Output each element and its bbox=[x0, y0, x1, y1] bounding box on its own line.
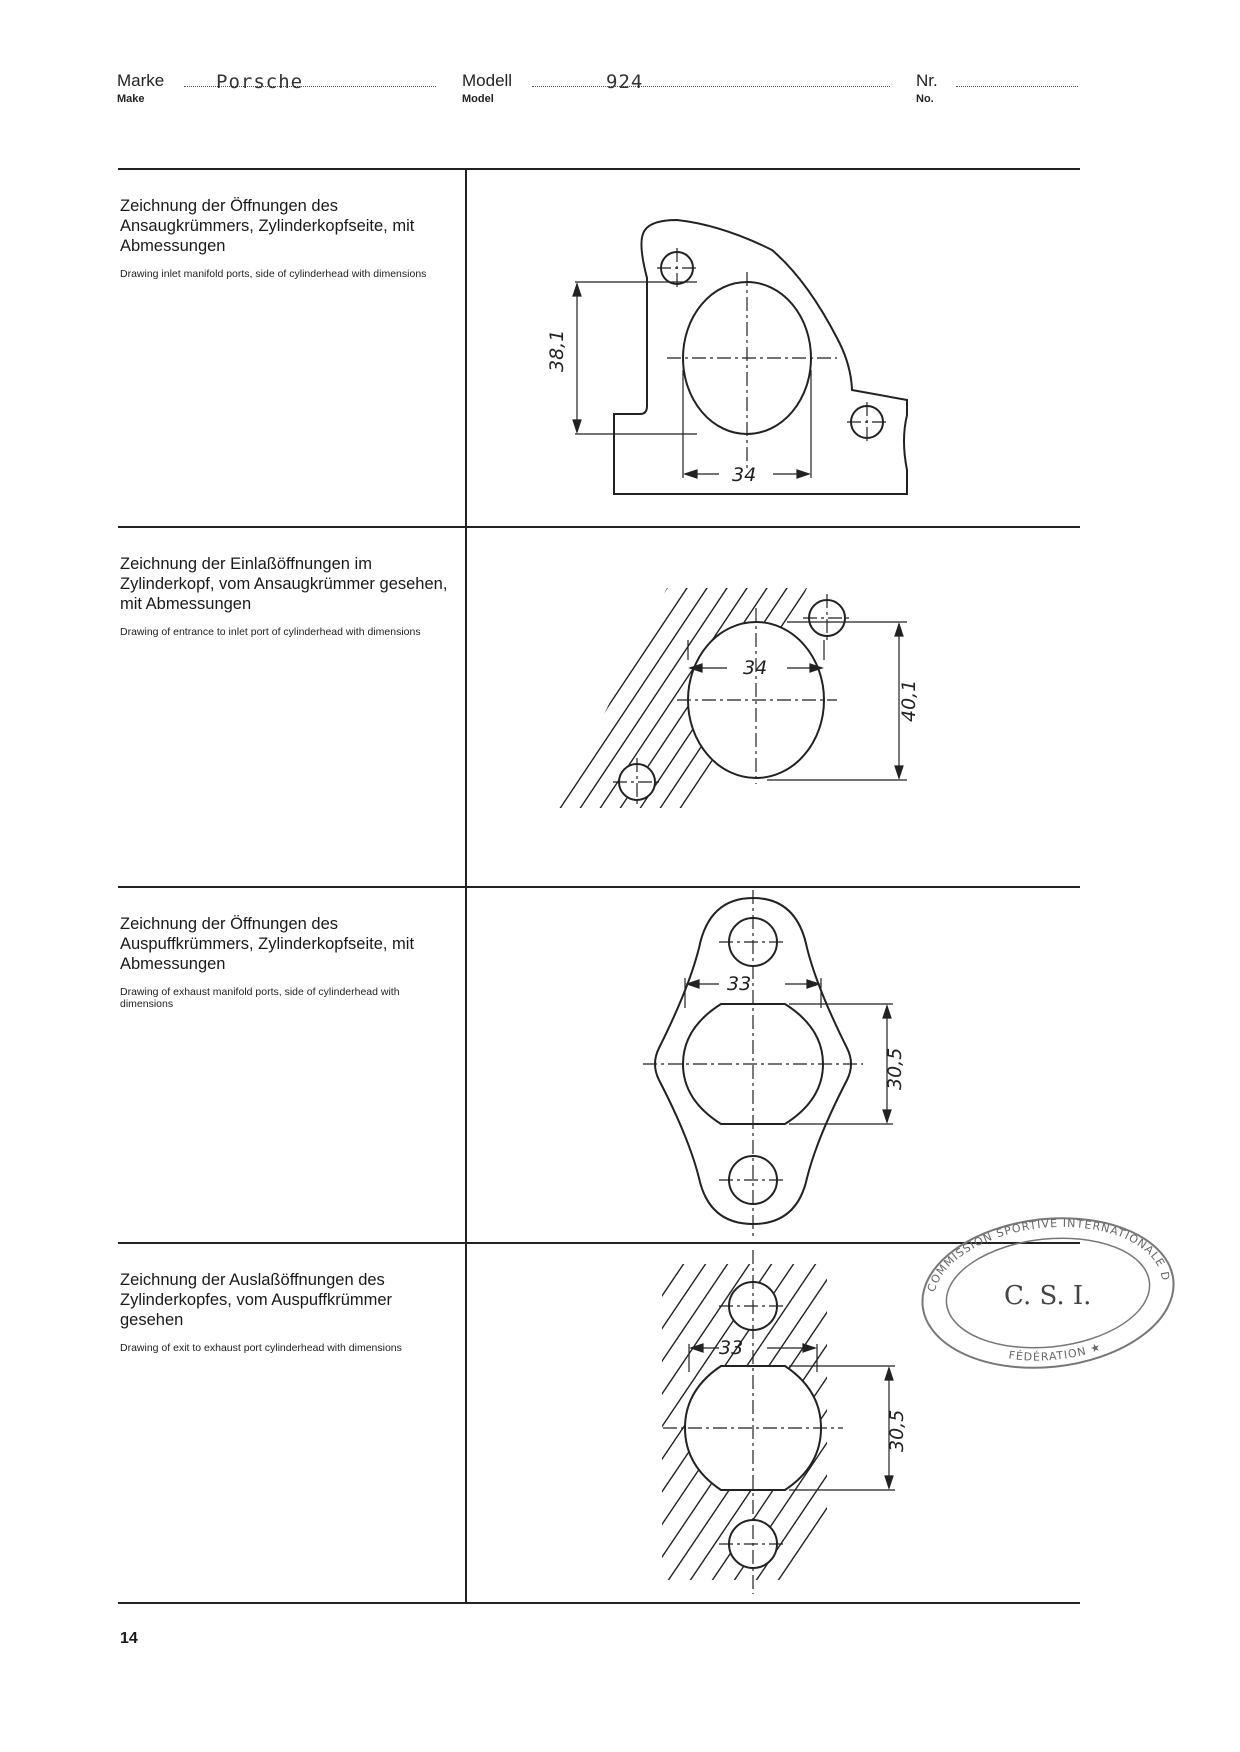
row-1-description bbox=[120, 196, 450, 280]
row-2-height-dimension: 40,1 bbox=[898, 679, 920, 722]
stamp-code: C. S. I. bbox=[1004, 1281, 1092, 1311]
nr-sub-label: No. bbox=[916, 93, 934, 105]
model-sub-label: Model bbox=[462, 93, 494, 105]
row-3-title-de: Zeichnung der Öffnungen des Auspuffkrümmers, Zylinderkopfseite, mit Abmessungen bbox=[120, 915, 415, 973]
row-3-height-dimension: 30,5 bbox=[884, 1047, 906, 1090]
page-number: 14 bbox=[120, 1630, 138, 1647]
model-dotted-line bbox=[532, 86, 890, 87]
row-2-drawing bbox=[467, 528, 1080, 884]
row-3-width-dimension: 33 bbox=[727, 973, 752, 995]
row-1-title-de: Zeichnung der Öffnungen des Ansaugkrümmers, Zylinderkopfseite, mit Abmessungen bbox=[120, 197, 415, 255]
row-2-description bbox=[120, 554, 450, 638]
row-4-title-en: Drawing of exit to exhaust port cylinderhead with dimensions bbox=[120, 1342, 402, 1354]
row-1-height-dimension: 38,1 bbox=[546, 329, 568, 372]
exhaust-manifold-port-drawing bbox=[467, 888, 1080, 1240]
row-3-title-en: Drawing of exhaust manifold ports, side of cylinderhead with dimensions bbox=[120, 986, 400, 1010]
csi-stamp bbox=[916, 1212, 1180, 1374]
row-2-title-en: Drawing of entrance to inlet port of cylinderhead with dimensions bbox=[120, 626, 421, 638]
model-value: 924 bbox=[606, 71, 644, 93]
row-4-title-de: Zeichnung der Auslaßöffnungen des Zylinderkopfes, vom Auspuffkrümmer gesehen bbox=[120, 1271, 393, 1329]
row-4-width-dimension: 33 bbox=[719, 1337, 744, 1359]
row-1-title-en: Drawing inlet manifold ports, side of cylinderhead with dimensions bbox=[120, 268, 427, 280]
row-4-height-dimension: 30,5 bbox=[886, 1409, 908, 1452]
make-label: Marke bbox=[117, 71, 165, 90]
nr-dotted-line bbox=[956, 86, 1078, 87]
row-3-drawing bbox=[467, 888, 1080, 1240]
row-1-width-dimension: 34 bbox=[732, 464, 757, 486]
inlet-manifold-port-drawing bbox=[467, 170, 1080, 524]
make-sub-label: Make bbox=[117, 93, 145, 105]
row-4-description bbox=[120, 1270, 450, 1354]
csi-stamp-graphic bbox=[916, 1212, 1180, 1374]
stamp-ring-bottom-text: FÉDÉRATION ★ bbox=[1007, 1340, 1103, 1364]
row-2-width-dimension: 34 bbox=[743, 657, 768, 679]
inlet-port-entrance-drawing bbox=[467, 528, 1080, 884]
nr-label: Nr. bbox=[916, 71, 938, 90]
row-1-drawing bbox=[467, 170, 1080, 524]
table-bottom-rule bbox=[118, 1602, 1080, 1604]
row-3-description bbox=[120, 914, 450, 1010]
model-label: Modell bbox=[462, 71, 513, 90]
make-value: Porsche bbox=[216, 71, 304, 93]
stamp-ring-top-text: COMMISSION SPORTIVE INTERNATIONALE D bbox=[924, 1216, 1173, 1294]
row-2-title-de: Zeichnung der Einlaßöffnungen im Zylinderkopf, vom Ansaugkrümmer gesehen, mit Abmessungen bbox=[120, 555, 448, 613]
